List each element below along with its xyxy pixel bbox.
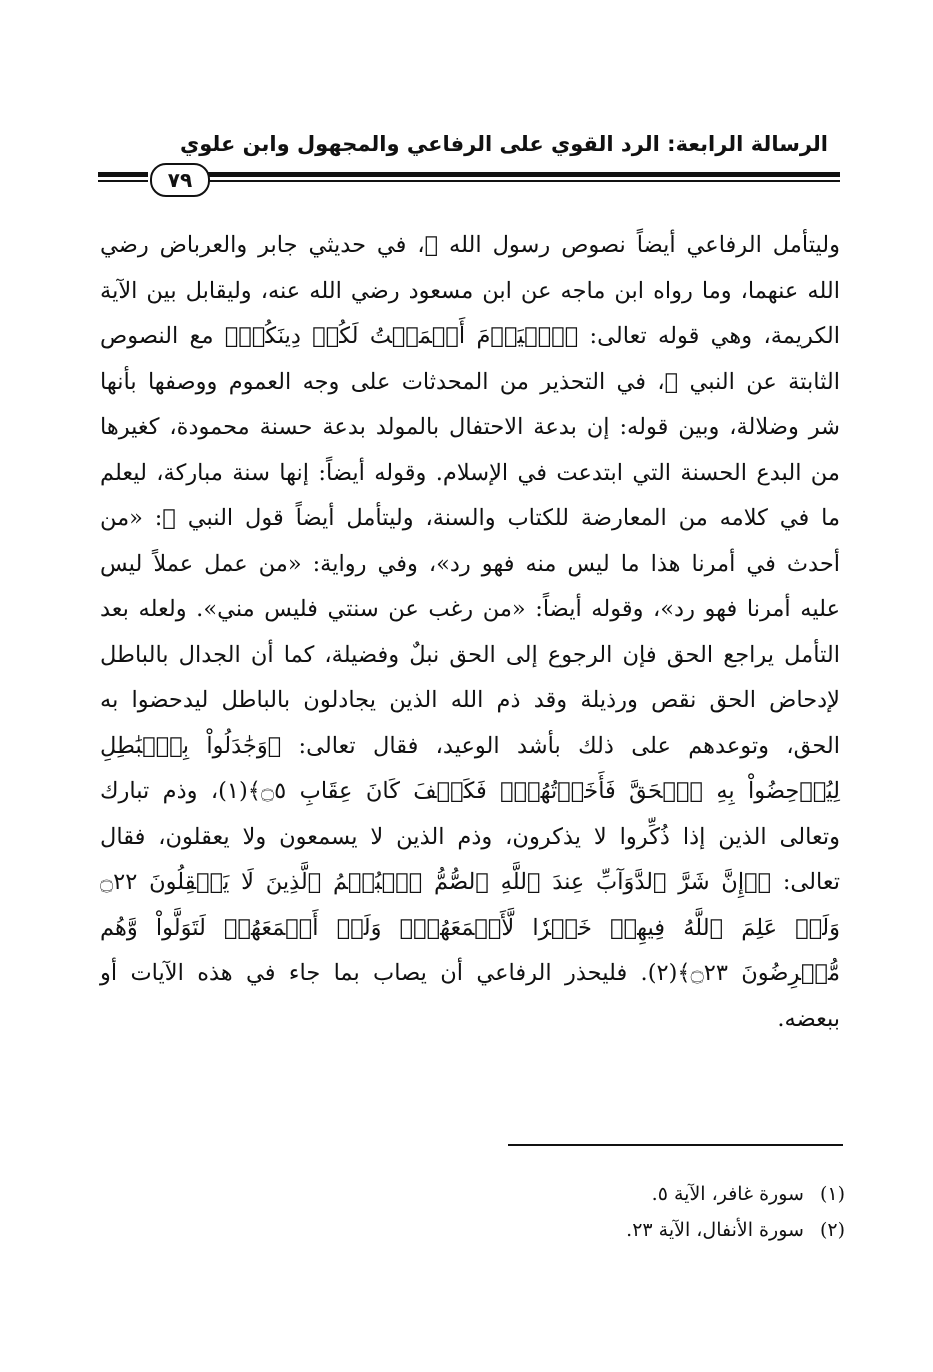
footnote-text: سورة غافر، الآية ٥. [651, 1183, 804, 1205]
footnote-number: (١) [819, 1183, 845, 1205]
footnote-2 [345, 1212, 845, 1248]
footnote-text: سورة الأنفال، الآية ٢٣. [626, 1219, 804, 1241]
header-rule-right [208, 172, 840, 185]
page-number-badge: ٧٩ [150, 163, 210, 197]
footnotes [345, 1176, 845, 1248]
footnote-number: (٢) [819, 1219, 845, 1241]
header-rule-left [98, 172, 148, 185]
footnote-separator [508, 1144, 843, 1146]
body-paragraph: وليتأمل الرفاعي أيضاً نصوص رسول الله ﷺ، في حديثي جابر والعرباض رضي الله عنهما، وما رواه ابن ماجه عن ابن مسعود رضي الله عنه، وليقابل بين الآية الكريمة، وهي قوله تعالى: ﴿ٱلۡيَوۡمَ أَكۡمَلۡتُ لَكُمۡ دِينَكُمۡ﴾ مع النصوص الثابتة عن النبي ﷺ، في التحذير من المحدثات على وجه العموم ووصفها بأنها شر وضلالة، وبين قوله: إن بدعة الاحتفال بالمولد بدعة حسنة محمودة، كغيرها من البدع الحسنة التي ابتدعت في الإسلام. وقوله أيضاً: إنها سنة مباركة، ليعلم ما في كلامه من المعارضة للكتاب والسنة، وليتأمل أيضاً قول النبي ﷺ: «من أحدث في أمرنا هذا ما ليس منه فهو رد»، وفي رواية: «من عمل عملاً ليس عليه أمرنا فهو رد»، وقوله أيضاً: «من رغب عن سنتي فليس مني». ولعله بعد التأمل يراجع الحق فإن الرجوع إلى الحق نبلٌ وفضيلة، كما أن الجدال بالباطل لإدحاض الحق نقص ورذيلة وقد ذم الله الذين يجادلون بالباطل ليدحضوا به الحق، وتوعدهم على ذلك بأشد الوعيد، فقال تعالى: ﴿وَجَٰدَلُواْ بِٱلۡبَٰطِلِ لِيُدۡحِضُواْ بِهِ ٱلۡحَقَّ فَأَخَذۡتُهُمۡۖ فَكَيۡفَ كَانَ عِقَابِ ۝٥﴾(١)، وذم تبارك وتعالى الذين إذا ذُكِّروا لا يذكرون، وذم الذين لا يسمعون ولا يعقلون، فقال تعالى: ﴿۞إِنَّ شَرَّ ٱلدَّوَآبِّ عِندَ ٱللَّهِ ٱلصُّمُّ ٱلۡبُكۡمُ ٱلَّذِينَ لَا يَعۡقِلُونَ ۝٢٢ وَلَوۡ عَلِمَ ٱللَّهُ فِيهِمۡ خَيۡرٗا لَّأَسۡمَعَهُمۡۖ وَلَوۡ أَسۡمَعَهُمۡ لَتَوَلَّواْ وَّهُم مُّعۡرِضُونَ ۝٢٣﴾(٢). فليحذر الرفاعي أن يصاب بما جاء في هذه الآيات أو ببعضه. [100, 232, 840, 1032]
running-header-title: الرسالة الرابعة: الرد القوي على الرفاعي والمجهول وابن علوي [179, 132, 828, 156]
footnote-1 [345, 1176, 845, 1212]
